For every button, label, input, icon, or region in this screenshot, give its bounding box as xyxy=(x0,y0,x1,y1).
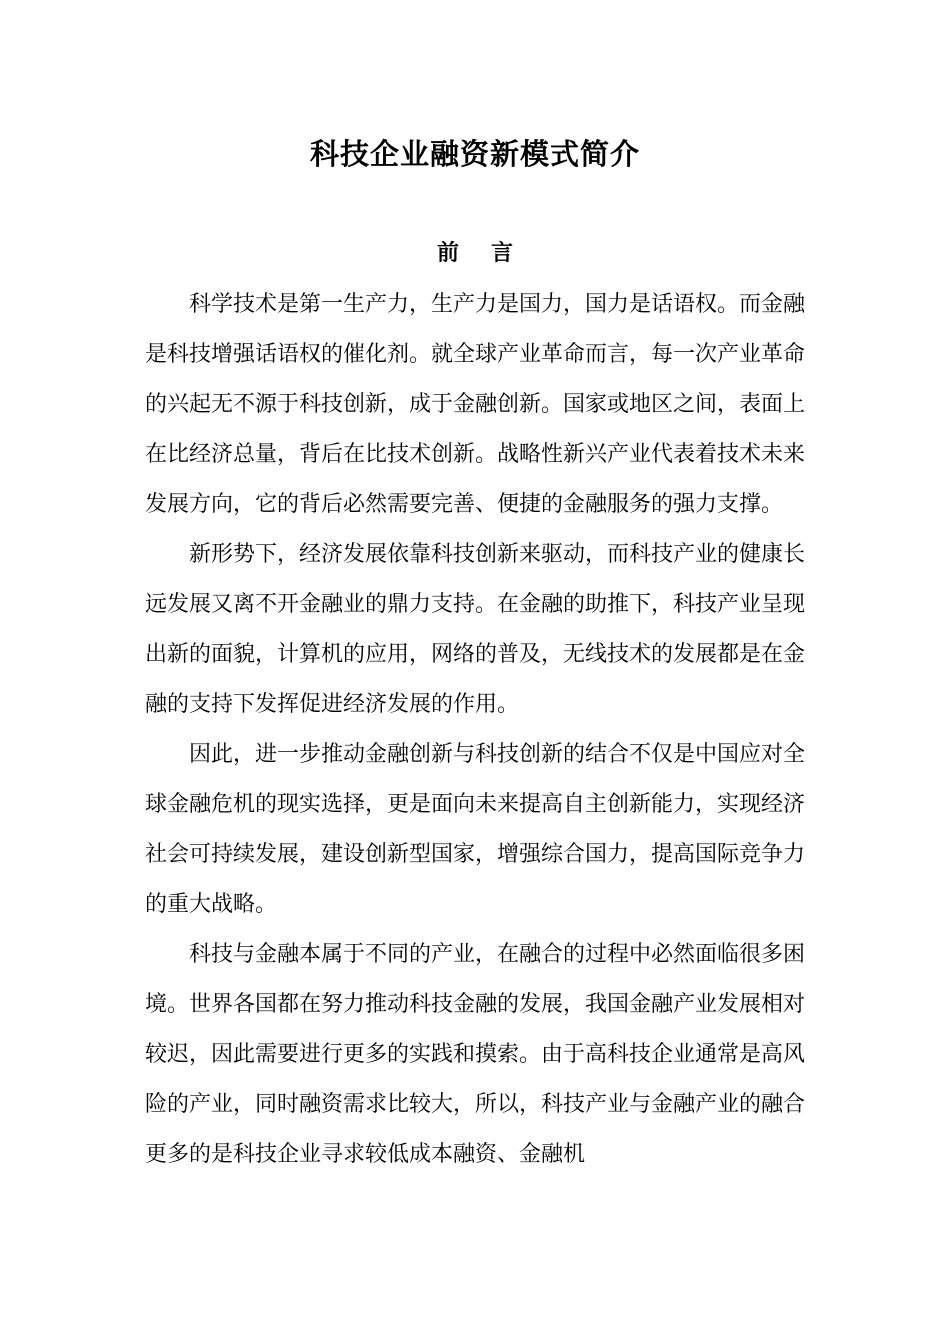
document-title: 科技企业融资新模式简介 xyxy=(309,137,640,171)
body-text xyxy=(145,280,805,1180)
paragraph-3: 因此，进一步推动金融创新与科技创新的结合不仅是中国应对全球金融危机的现实选择，更是面向未来提高自主创新能力，实现经济社会可持续发展，建设创新型国家，增强综合国力，提高国际竞争力的重大战略。 xyxy=(145,742,806,917)
paragraph-2: 新形势下，经济发展依靠科技创新来驱动，而科技产业的健康长远发展又离不开金融业的鼎力支持。在金融的助推下，科技产业呈现出新的面貌，计算机的应用，网络的普及，无线技术的发展都是在金融的支持下发挥促进经济发展的作用。 xyxy=(145,542,806,717)
section-heading: 前言 xyxy=(436,240,545,266)
paragraph-4: 科技与金融本属于不同的产业，在融合的过程中必然面临很多困境。世界各国都在努力推动科技金融的发展，我国金融产业发展相对较迟，因此需要进行更多的实践和摸索。由于高科技企业通常是高风险的产业，同时融资需求比较大，所以，科技产业与金融产业的融合更多的是科技企业寻求较低成本融资、金融机 xyxy=(145,942,806,1167)
paragraph-1: 科学技术是第一生产力，生产力是国力，国力是话语权。而金融是科技增强话语权的催化剂。就全球产业革命而言，每一次产业革命的兴起无不源于科技创新，成于金融创新。国家或地区之间，表面上在比经济总量，背后在比技术创新。战略性新兴产业代表着技术未来发展方向，它的背后必然需要完善、便捷的金融服务的强力支撑。 xyxy=(145,292,806,517)
